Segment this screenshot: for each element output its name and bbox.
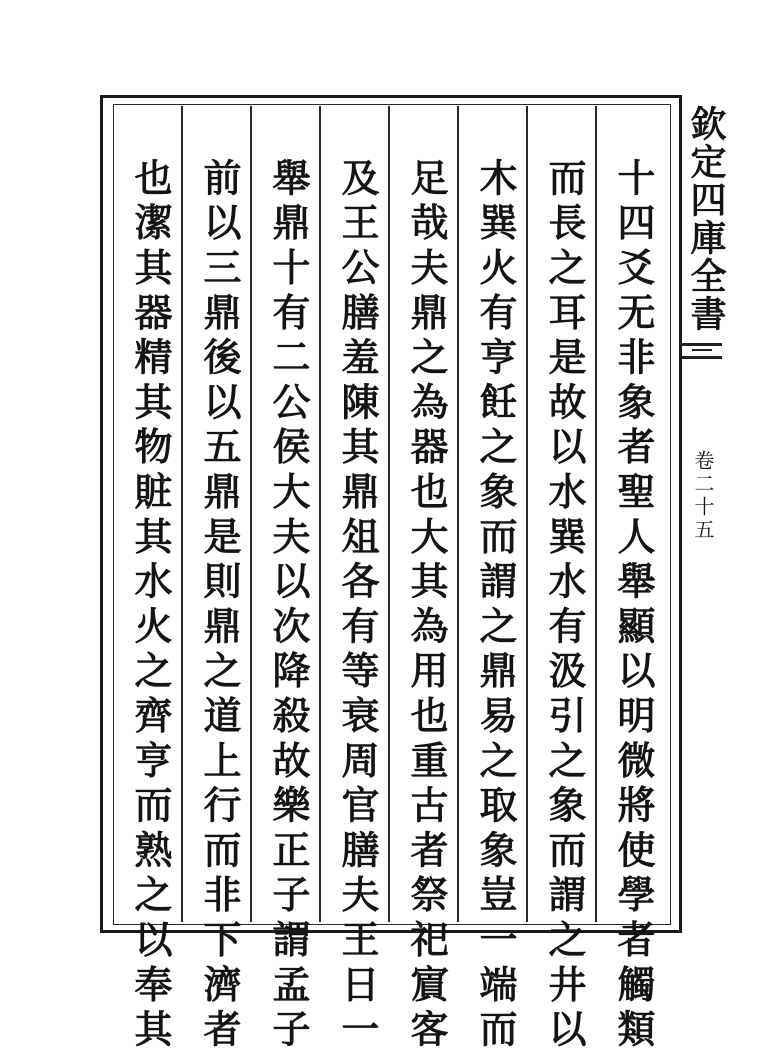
column-rule	[250, 106, 252, 922]
column-rule	[595, 106, 597, 922]
text-column-3: 木巽火有亨飪之象而謂之鼎易之取象豈一端而	[473, 158, 518, 1054]
text-column-6: 舉鼎十有二公侯大夫以次降殺故樂正子謂孟子	[266, 158, 311, 1054]
side-margin	[682, 95, 727, 933]
text-column-2: 而長之耳是故以水巽水有汲引之象而謂之井以	[542, 158, 587, 1054]
column-rule	[181, 106, 183, 922]
book-title: 欽定四庫全書	[685, 105, 727, 333]
column-rule	[526, 106, 528, 922]
fish-tail-mark	[682, 343, 722, 359]
text-column-4: 足哉夫鼎之為器也大其為用也重古者祭祀賔客	[404, 158, 449, 1054]
page-border	[100, 95, 682, 1054]
volume-label: 卷二十五	[691, 450, 715, 542]
text-column-1: 十四爻无非象者聖人舉顯以明微將使學者觸類	[611, 158, 656, 1054]
text-column-5: 及王公膳羞陳其鼎俎各有等衰周官膳夫王日一	[335, 158, 380, 1054]
column-rule	[388, 106, 390, 922]
text-column-7: 前以三鼎後以五鼎是則鼎之道上行而非下濟者	[197, 158, 242, 1054]
text-column-8: 也潔其器精其物賍其水火之齊亨而熟之以奉其	[128, 158, 173, 1054]
column-rule	[319, 106, 321, 922]
column-rule	[457, 106, 459, 922]
